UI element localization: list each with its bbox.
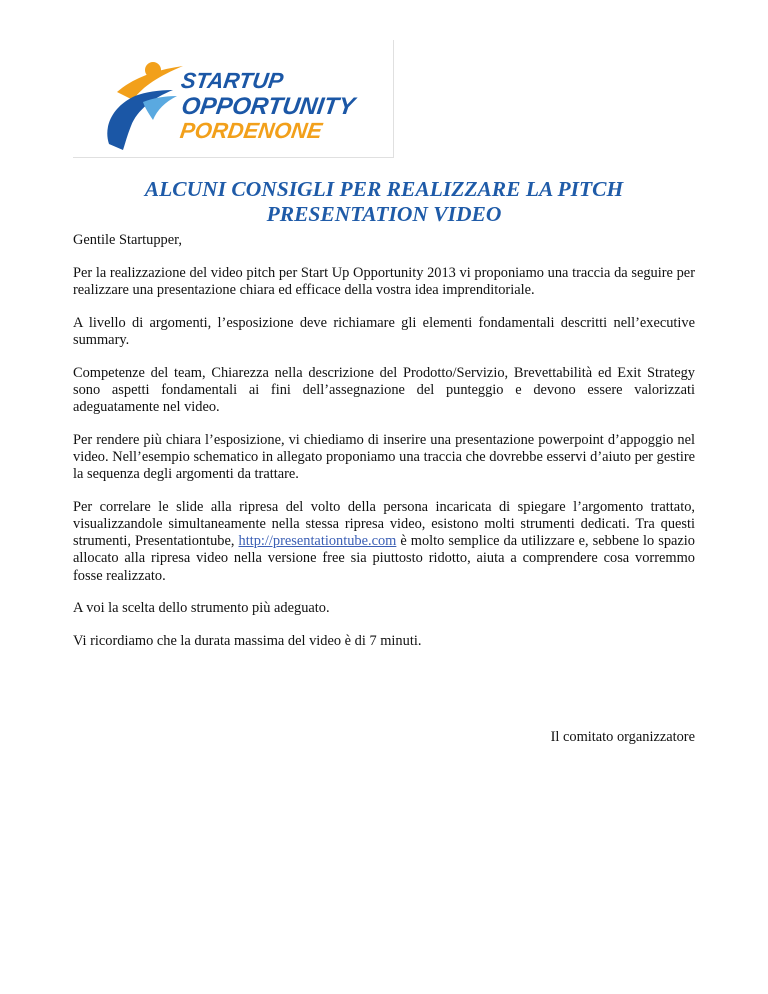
- startup-opportunity-logo-icon: [73, 40, 393, 157]
- paragraph-2: A livello di argomenti, l’esposizione deve richiamare gli elementi fondamentali descritti nell’executive summary.: [73, 314, 695, 348]
- title-line-1: ALCUNI CONSIGLI PER REALIZZARE LA PITCH: [144, 177, 624, 201]
- logo-head: [145, 62, 161, 78]
- logo-line1: STARTUP: [179, 68, 285, 93]
- title-line-2: PRESENTATION VIDEO: [266, 202, 502, 226]
- paragraph-1: Per la realizzazione del video pitch per Start Up Opportunity 2013 vi proponiamo una traccia da seguire per realizzare una presentazione chiara ed efficace della vostra idea imprenditoriale.: [73, 264, 695, 298]
- signature: Il comitato organizzatore: [550, 729, 695, 745]
- greeting: Gentile Startupper,: [73, 232, 182, 248]
- paragraph-3: Competenze del team, Chiarezza nella descrizione del Prodotto/Servizio, Brevettabilità ed Exit Strategy sono aspetti fondamentali ai fini dell’assegnazione del punteggio e devono essere valorizzati adeguatamente nel video.: [73, 364, 695, 415]
- paragraph-7: Vi ricordiamo che la durata massima del video è di 7 minuti.: [73, 632, 422, 649]
- logo-line2: OPPORTUNITY: [179, 93, 357, 120]
- paragraph-5: [73, 499, 695, 585]
- paragraph-4: Per rendere più chiara l’esposizione, vi chiediamo di inserire una presentazione powerpoint d’appoggio nel video. Nell’esempio schematico in allegato proponiamo una traccia che dovrebbe esservi d’aiuto per gestire la sequenza degli argomenti da trattare.: [73, 431, 695, 483]
- logo: [73, 40, 394, 158]
- paragraph-5-text-b: è molto semplice da utilizzare e, sebbene lo spazio allocato alla ripresa video nella versione free sia piuttosto ridotto, aiuta a comprendere cosa vorremmo fosse realizzato.: [73, 533, 695, 584]
- presentationtube-link[interactable]: http://presentationtube.com: [238, 533, 397, 550]
- logo-line3: PORDENONE: [178, 118, 324, 143]
- letter-body: [73, 232, 695, 666]
- paragraph-5-text-a: Per correlare le slide alla ripresa del volto della persona incaricata di spiegare l’argomento trattato, visualizzandole simultaneamente nella stessa ripresa video, esistono molti strumenti dedicati. Tra questi strumenti, Presentationtube,: [73, 498, 695, 550]
- paragraph-6: A voi la scelta dello strumento più adeguato.: [73, 600, 330, 617]
- document-title: [73, 177, 695, 227]
